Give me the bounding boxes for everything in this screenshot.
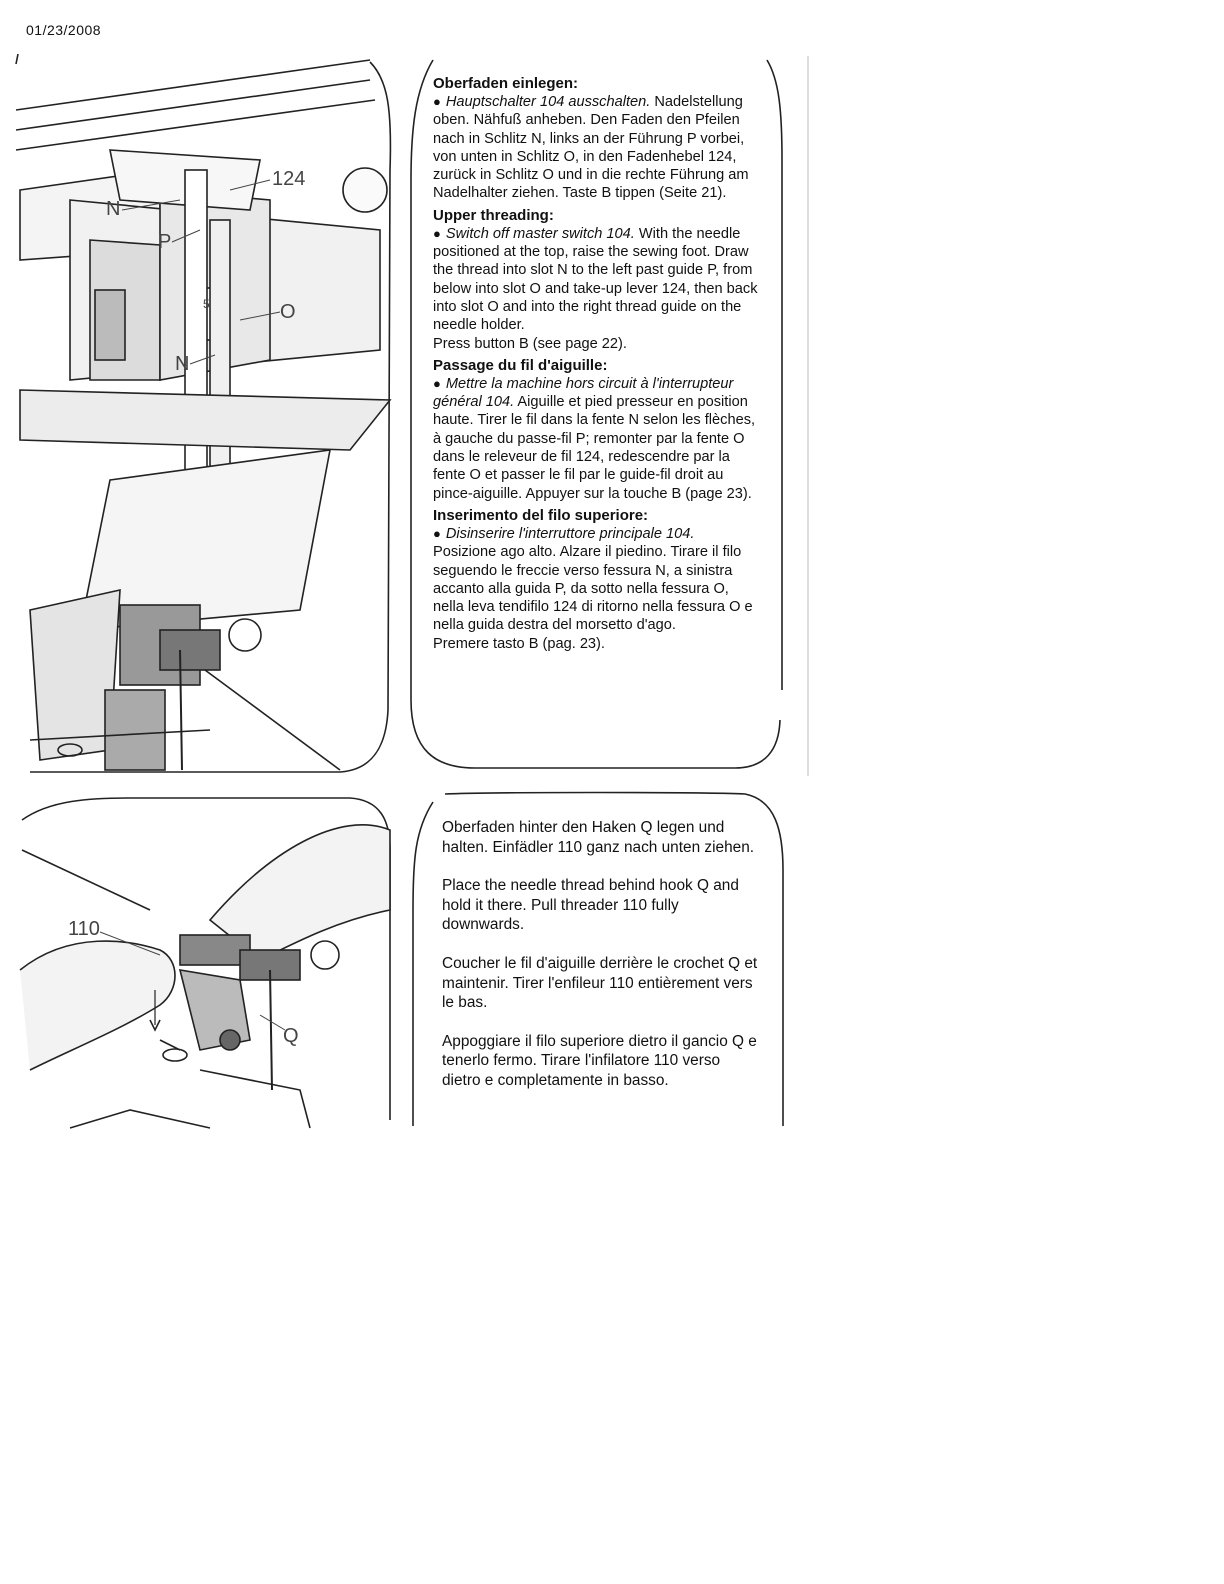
threading-illustration: [10, 50, 410, 810]
fr-title: Passage du fil d'aiguille:: [433, 356, 608, 374]
it-title: Inserimento del filo superiore:: [433, 506, 649, 524]
bottom-de: Oberfaden hinter den Haken Q legen und halten. Einfädler 110 ganz nach unten ziehen.: [442, 819, 755, 856]
label-n-bottom: N: [175, 353, 190, 375]
bottom-it: Appoggiare il filo superiore dietro il gancio Q e tenerlo fermo. Tirare l'infilatore 110 verso dietro e completamente in basso.: [442, 1032, 757, 1089]
dial-value: 5: [203, 297, 210, 311]
label-124: 124: [272, 168, 306, 190]
top-instructions: [433, 74, 761, 656]
it-italic: Disinserire l'interruttore principale 104.: [445, 525, 695, 542]
label-o: O: [280, 301, 296, 323]
it-body: Posizione ago alto. Alzare il piedino. Tirare il filo seguendo le freccie verso fessura N, a sinistra accanto alla guida P, da sotto nella fessura O, nella leva tendifilo 124 di ritorno nella fessura O e nella guida destra del morsetto d'ago.: [433, 544, 753, 634]
de-italic: Hauptschalter 104 ausschalten.: [445, 94, 651, 110]
de-body: Nadelstellung oben. Nähfuß anheben. Den Faden den Pfeilen nach in Schlitz N, links an der Führung P vorbei, von unten in Schlitz O, in den Fadenhebel 124, zurück in Schlitz O und in die rechte Führung am Nadelhalter ziehen. Taste B tippen (Seite 21).: [433, 94, 749, 202]
en-title: Upper threading:: [433, 206, 554, 224]
it-extra: Premere tasto B (pag. 23).: [433, 635, 605, 652]
en-extra: Press button B (see page 22).: [433, 335, 627, 352]
bottom-en: Place the needle thread behind hook Q and hold it there. Pull threader 110 fully downwards.: [442, 877, 739, 934]
bottom-instructions: [442, 818, 760, 1126]
label-n-top: N: [106, 198, 121, 220]
fr-italic: Mettre la machine hors circuit à l'interrupteur général 104.: [433, 375, 734, 411]
margin-line: [804, 56, 814, 776]
page-date: 01/23/2008: [26, 22, 102, 38]
label-110: 110: [68, 918, 100, 940]
en-italic: Switch off master switch 104.: [445, 225, 635, 242]
en-body: With the needle positioned at the top, raise the sewing foot. Draw the thread into slot N to the left past guide P, from below into slot O and take-up lever 124, then back into slot O and into the right thread guide on the needle holder.: [433, 225, 758, 334]
fr-body: Aiguille et pied presseur en position haute. Tirer le fil dans la fente N selon les flèches, à gauche du passe-fil P; remonter par la fente O dans le releveur de fil 124, redescendre par la fente O et passer le fil par le guide-fil droit au pince-aiguille. Appuyer sur la touche B (page 23).: [433, 394, 756, 502]
de-title: Oberfaden einlegen:: [433, 75, 579, 92]
label-q: Q: [283, 1025, 299, 1047]
label-p: P: [158, 231, 172, 253]
threader-illustration: [10, 790, 400, 1130]
bottom-fr: Coucher le fil d'aiguille derrière le crochet Q et maintenir. Tirer l'enfileur 110 entièrement vers le bas.: [442, 954, 758, 1012]
